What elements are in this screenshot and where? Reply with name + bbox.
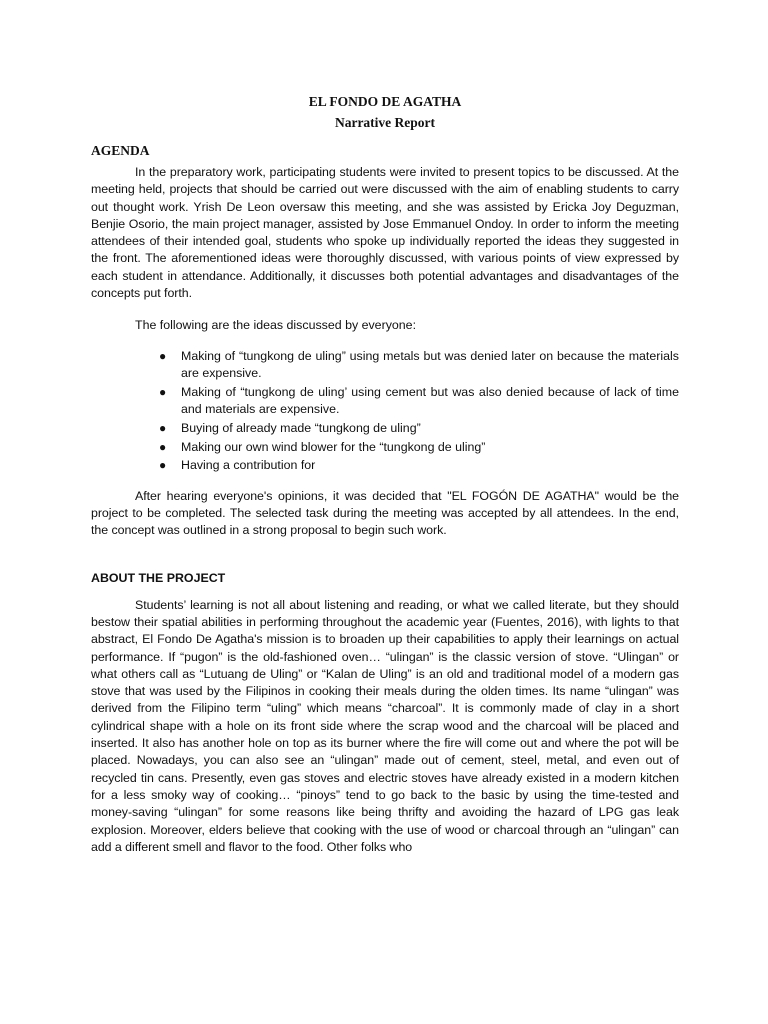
- bullet-icon: ●: [159, 458, 167, 473]
- list-item: [159, 439, 679, 456]
- list-item: [159, 348, 679, 383]
- list-item-text: Making of “tungkong de uling” using metals but was denied later on because the materials are expensive.: [181, 348, 679, 380]
- bullet-icon: ●: [159, 348, 167, 363]
- document-page: [91, 93, 679, 856]
- list-item: [159, 384, 679, 419]
- document-subtitle: Narrative Report: [334, 115, 436, 130]
- ideas-intro: The following are the ideas discussed by everyone:: [135, 318, 417, 333]
- list-item: [159, 420, 679, 437]
- list-item-text: Having a contribution for: [181, 458, 316, 473]
- about-heading: ABOUT THE PROJECT: [91, 570, 226, 585]
- list-item-text: Buying of already made “tungkong de uling”: [181, 420, 421, 435]
- list-item: [159, 457, 679, 474]
- bullet-icon: ●: [159, 420, 167, 435]
- about-paragraph: Students’ learning is not all about listening and reading, or what we called literate, but they should bestow their spatial abilities in performing throughout the academic year (Fuentes, 2016), with lights to that abstract, El Fondo De Agatha's mission is to broaden up their capabilities to apply their learnings on actual performance. If “pugon” is the old-fashioned oven… “ulingan” is the classic version of stove. “Ulingan” or what others call as “Lutuang de Uling” or “Kalan de Uling” is an old and traditional model of a modern gas stove that was used by the Filipinos in cooking their meals during the olden times. Its name “ulingan” was derived from the Filipino term “uling” which means “charcoal”. It is commonly made of clay in a short cylindrical shape with a hole on its front side where the scrap wood and the charcoal will be placed and inserted. It also has another hole on top as its burner where the fire will come out and where the pot will be placed. Nowadays, you can also see an “ulingan” made out of cement, steel, metal, and even out of recycled tin cans. Presently, even gas stoves and electric stoves have already existed in a modern kitchen for a less smoky way of cooking… “pinoys” tend to go back to the basic by using the time-tested and money-saving “ulingan” for some reasons like being thrifty and avoiding the hazard of LPG gas leak explosion. Moreover, elders believe that cooking with the use of wood or charcoal through an “ulingan” can add a different smell and flavor to the food. Other folks who: [91, 597, 679, 854]
- document-title: EL FONDO DE AGATHA: [308, 94, 462, 109]
- agenda-paragraph: In the preparatory work, participating students were invited to present topics to be discussed. At the meeting held, projects that should be carried out were discussed with the aim of enabling students to carry out thought work. Yrish De Leon oversaw this meeting, and she was assisted by Ericka Joy Deguzman, Benjie Osorio, the main project manager, assisted by Jose Emmanuel Ondoy. In order to inform the meeting attendees of their intended goal, students who spoke up individually reported the ideas they suggested in the front. The aforementioned ideas were thoroughly discussed, with various points of view expressed by each student in attendance. Additionally, it discusses both potential advantages and disadvantages of the concepts put forth.: [91, 165, 679, 301]
- list-item-text: Making of “tungkong de uling’ using cement but was also denied because of lack of time and materials are expensive.: [181, 384, 679, 417]
- bullet-icon: ●: [159, 384, 167, 399]
- list-item-text: Making our own wind blower for the “tungkong de uling”: [181, 439, 486, 454]
- decision-paragraph: After hearing everyone's opinions, it was decided that "EL FOGÓN DE AGATHA" would be the project to be completed. The selected task during the meeting was accepted by all attendees. In the end, the concept was outlined in a strong proposal to begin such work.: [91, 488, 679, 538]
- ideas-list: [91, 348, 679, 475]
- bullet-icon: ●: [159, 439, 167, 454]
- agenda-heading: AGENDA: [91, 143, 150, 158]
